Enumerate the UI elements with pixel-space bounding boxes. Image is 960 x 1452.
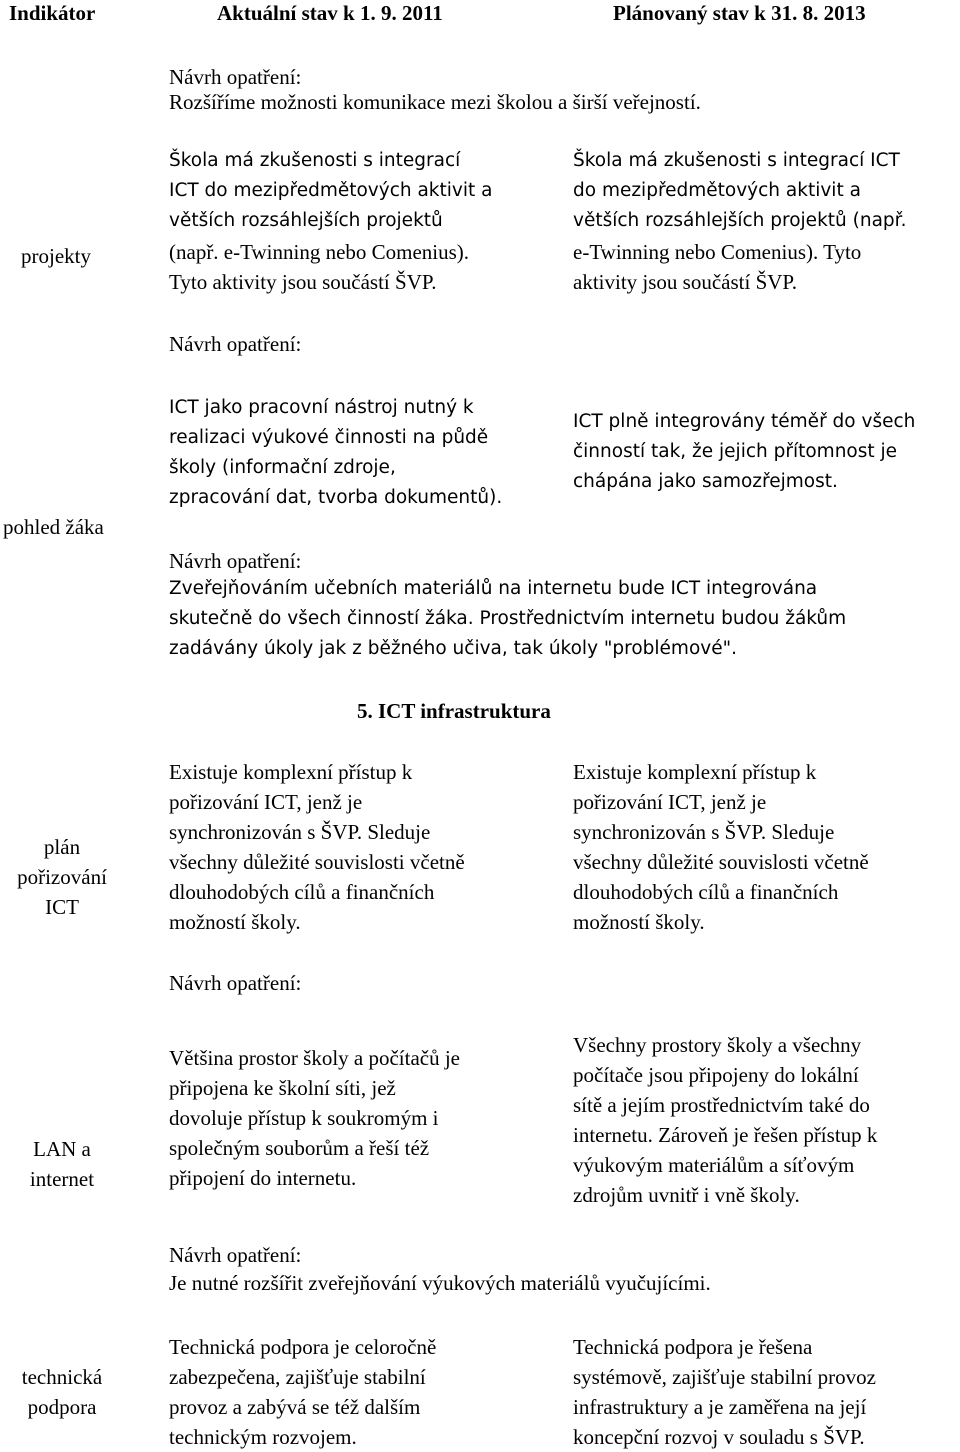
indicator-line: pořizování xyxy=(17,865,107,889)
current-line: ICT do mezipředmětových aktivit a xyxy=(169,180,493,201)
current-line: dlouhodobých cílů a finančních xyxy=(169,880,435,904)
proposal-line: skutečně do všech činností žáka. Prostřednictvím internetu budou žákům xyxy=(169,608,847,629)
planned-line: e-Twinning nebo Comenius). Tyto xyxy=(573,240,862,264)
planned-line: činností tak, že jejich přítomnost je xyxy=(573,441,898,462)
current-block xyxy=(169,1332,436,1452)
planned-line: sítě a jejím prostřednictvím také do xyxy=(573,1093,870,1117)
planned-line: ICT plně integrovány téměř do všech xyxy=(573,411,916,432)
planned-line: Technická podpora je řešena xyxy=(573,1335,813,1359)
indicator-line: ICT xyxy=(45,895,79,919)
planned-line: pořizování ICT, jenž je xyxy=(573,790,767,814)
header-current-state: Aktuální stav k 1. 9. 2011 xyxy=(217,1,443,25)
indicator-line: plán xyxy=(43,835,81,859)
proposal-text: Je nutné rozšířit zveřejňování výukových materiálů vyučujícími. xyxy=(169,1271,711,1295)
proposal-label: Návrh opatření: xyxy=(169,549,302,573)
planned-line: do mezipředmětových aktivit a xyxy=(573,180,861,201)
planned-line: výukovým materiálům a síťovým xyxy=(573,1153,855,1177)
proposal-label: Návrh opatření: xyxy=(169,65,302,89)
proposal-label: Návrh opatření: xyxy=(169,1243,302,1267)
current-line: Existuje komplexní přístup k xyxy=(169,760,413,784)
planned-line: Škola má zkušenosti s integrací ICT xyxy=(573,150,900,171)
current-line: připojena ke školní síti, jež xyxy=(169,1076,396,1100)
current-line: zpracování dat, tvorba dokumentů). xyxy=(169,487,503,508)
current-line: Škola má zkušenosti s integrací xyxy=(169,150,461,171)
header-planned-state: Plánovaný stav k 31. 8. 2013 xyxy=(613,1,866,25)
current-line: dovoluje přístup k soukromým i xyxy=(169,1106,439,1130)
header-indicator: Indikátor xyxy=(9,1,96,25)
section-title: 5. ICT infrastruktura xyxy=(357,699,551,723)
current-line: Tyto aktivity jsou součástí ŠVP. xyxy=(169,270,437,294)
indicator-line: LAN a xyxy=(33,1137,91,1161)
planned-line: Existuje komplexní přístup k xyxy=(573,760,817,784)
current-line: provoz a zabývá se též dalším xyxy=(169,1395,421,1419)
planned-line: systémově, zajišťuje stabilní provoz xyxy=(573,1365,876,1389)
planned-block xyxy=(573,1332,876,1452)
current-line: Technická podpora je celoročně xyxy=(169,1335,437,1359)
indicator-projekty: projekty xyxy=(21,244,91,268)
planned-line: všechny důležité souvislosti včetně xyxy=(573,850,869,874)
planned-line: větších rozsáhlejších projektů (např. xyxy=(573,210,907,231)
current-line: synchronizován s ŠVP. Sleduje xyxy=(169,820,431,844)
current-line: možností školy. xyxy=(169,910,301,934)
indicator-lan-internet xyxy=(0,1134,124,1194)
planned-block xyxy=(573,1030,877,1210)
current-line: připojení do internetu. xyxy=(169,1166,357,1190)
planned-line: synchronizován s ŠVP. Sleduje xyxy=(573,820,835,844)
current-line: školy (informační zdroje, xyxy=(169,457,396,478)
current-line: Většina prostor školy a počítačů je xyxy=(169,1046,461,1070)
current-line: (např. e-Twinning nebo Comenius). xyxy=(169,240,470,264)
current-line: větších rozsáhlejších projektů xyxy=(169,210,443,231)
indicator-pohled-zaka: pohled žáka xyxy=(3,515,104,539)
proposal-text: Rozšíříme možnosti komunikace mezi školou a širší veřejností. xyxy=(169,90,701,114)
planned-line: infrastruktury a je zaměřena na její xyxy=(573,1395,867,1419)
current-line: společným souborům a řeší též xyxy=(169,1136,430,1160)
planned-line: počítače jsou připojeny do lokální xyxy=(573,1063,859,1087)
indicator-plan-porizovani xyxy=(0,832,124,922)
current-block xyxy=(169,1043,460,1193)
indicator-line: internet xyxy=(29,1167,95,1191)
current-line: ICT jako pracovní nástroj nutný k xyxy=(169,397,474,418)
current-block xyxy=(169,757,465,937)
indicator-line: technická xyxy=(21,1365,103,1389)
indicator-technicka-podpora xyxy=(0,1362,124,1422)
planned-line: chápána jako samozřejmost. xyxy=(573,471,838,492)
proposal-label: Návrh opatření: xyxy=(169,332,302,356)
planned-line: dlouhodobých cílů a finančních xyxy=(573,880,839,904)
proposal-line: zadávány úkoly jak z běžného učiva, tak úkoly "problémové". xyxy=(169,638,737,659)
planned-line: aktivity jsou součástí ŠVP. xyxy=(573,270,798,294)
planned-block xyxy=(573,757,869,937)
planned-line: možností školy. xyxy=(573,910,705,934)
current-line: technickým rozvojem. xyxy=(169,1425,357,1449)
proposal-label: Návrh opatření: xyxy=(169,971,302,995)
indicator-line: podpora xyxy=(27,1395,97,1419)
current-line: všechny důležité souvislosti včetně xyxy=(169,850,465,874)
planned-line: internetu. Zároveň je řešen přístup k xyxy=(573,1123,878,1147)
current-line: pořizování ICT, jenž je xyxy=(169,790,363,814)
planned-line: koncepční rozvoj v souladu s ŠVP. xyxy=(573,1425,865,1449)
planned-line: zdrojům uvnitř i vně školy. xyxy=(573,1183,800,1207)
current-line: zabezpečena, zajišťuje stabilní xyxy=(169,1365,426,1389)
proposal-line: Zveřejňováním učebních materiálů na internetu bude ICT integrována xyxy=(169,578,818,599)
current-line: realizaci výukové činnosti na půdě xyxy=(169,427,489,448)
planned-line: Všechny prostory školy a všechny xyxy=(573,1033,862,1057)
